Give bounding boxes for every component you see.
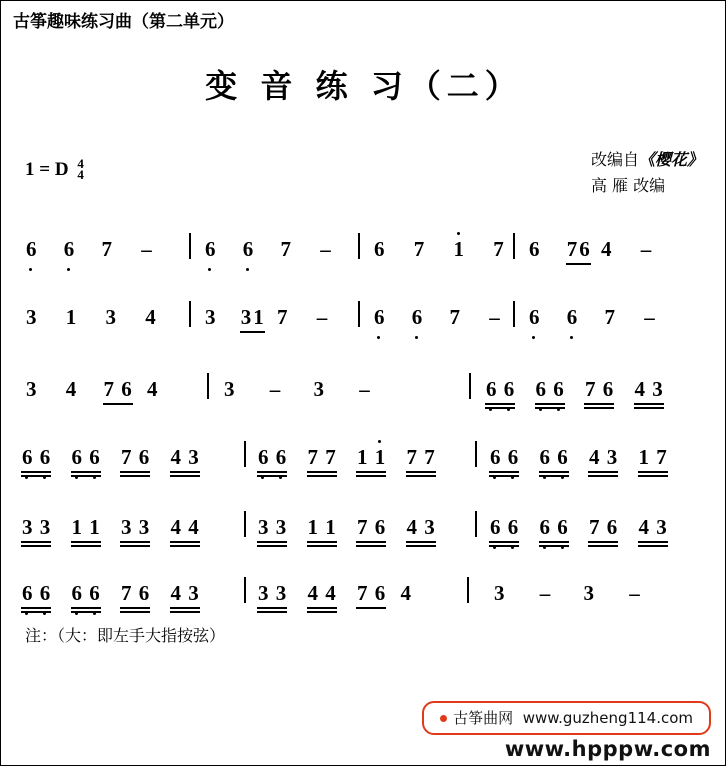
note: 4	[601, 237, 612, 261]
note: 6	[411, 305, 423, 329]
barline	[207, 373, 209, 399]
measure-4-3	[489, 445, 668, 470]
barline	[189, 233, 191, 259]
note: 7	[585, 377, 596, 401]
note: 4	[170, 445, 181, 469]
music-system-5	[1, 501, 726, 575]
measure-5-1	[21, 515, 200, 540]
credits	[591, 147, 703, 199]
note: 4	[145, 305, 156, 329]
credit-source-song: 《樱花》	[638, 150, 703, 169]
credit-arranged-from: 改编自	[590, 150, 639, 169]
note: 3	[606, 445, 618, 469]
credit-line-1	[591, 147, 703, 173]
note: 1	[374, 445, 386, 469]
beamed-group	[588, 445, 618, 470]
note: 7	[566, 237, 578, 261]
note: 7	[121, 581, 132, 605]
measure-2-1	[25, 305, 157, 330]
note-dash: –	[629, 581, 640, 605]
note: 3	[583, 581, 594, 605]
beamed-group	[634, 377, 664, 402]
note: 3	[205, 305, 216, 329]
beamed-group	[584, 377, 614, 402]
beamed-group	[257, 581, 287, 606]
note: 6	[89, 581, 100, 605]
beamed-group	[307, 445, 337, 470]
note: 6	[258, 445, 269, 469]
note: 1	[638, 445, 649, 469]
note: 4	[170, 581, 181, 605]
note: 6	[71, 445, 82, 469]
barline	[244, 577, 246, 603]
note: 4	[147, 377, 158, 401]
beamed-group	[638, 445, 668, 470]
note: 3	[26, 377, 37, 401]
note: 6	[557, 515, 568, 539]
note: 7	[656, 445, 667, 469]
barline	[469, 373, 471, 399]
note: 3	[188, 581, 199, 605]
note: 6	[579, 237, 590, 261]
note-dash: –	[316, 305, 328, 329]
beamed-group	[21, 515, 51, 540]
site-watermark-badge	[422, 701, 711, 735]
beamed-group	[307, 515, 337, 540]
note: 7	[357, 581, 368, 605]
barline	[358, 233, 360, 259]
note: 6	[490, 515, 501, 539]
bottom-watermark: www.hpppw.com	[504, 737, 711, 761]
note: 6	[71, 581, 82, 605]
barline	[358, 301, 360, 327]
measure-1-2	[204, 237, 332, 262]
beamed-group	[307, 581, 337, 606]
note: 6	[529, 305, 540, 329]
barline	[244, 441, 246, 467]
note: 6	[507, 515, 519, 539]
note: 7	[280, 237, 291, 261]
note: 6	[507, 445, 519, 469]
bullet-icon	[440, 715, 447, 722]
note: 3	[240, 305, 252, 329]
beamed-group	[588, 515, 618, 540]
note: 6	[138, 445, 150, 469]
beamed-group	[356, 581, 386, 606]
note: 1	[307, 515, 318, 539]
note: 6	[606, 515, 618, 539]
music-system-2	[1, 291, 726, 365]
note: 6	[39, 581, 51, 605]
measure-4-2	[257, 445, 436, 470]
note: 3	[138, 515, 150, 539]
note: 4	[170, 515, 181, 539]
beamed-group	[485, 377, 515, 402]
note: 4	[400, 581, 411, 605]
note: 7	[357, 515, 368, 539]
note: 6	[553, 377, 564, 401]
note-dash: –	[359, 377, 370, 401]
note: 6	[22, 581, 33, 605]
note: 6	[566, 305, 578, 329]
note: 3	[188, 445, 199, 469]
note: 7	[121, 445, 132, 469]
note: 1	[325, 515, 336, 539]
note: 3	[652, 377, 663, 401]
measure-5-2	[257, 515, 436, 540]
measure-3-2	[223, 377, 371, 402]
note: 7	[103, 377, 114, 401]
note: 6	[89, 445, 100, 469]
note-dash: –	[141, 237, 152, 261]
barline	[189, 301, 191, 327]
measure-2-2	[204, 305, 328, 330]
note: 3	[313, 377, 324, 401]
measure-1-3	[373, 237, 505, 262]
note: 7	[413, 237, 425, 261]
note: 1	[71, 515, 82, 539]
note: 3	[22, 515, 33, 539]
note: 6	[138, 581, 150, 605]
note: 6	[374, 581, 386, 605]
beamed-group	[489, 445, 519, 470]
note: 7	[325, 445, 336, 469]
note: 3	[258, 581, 269, 605]
measure-1-1	[25, 237, 153, 262]
music-system-3	[1, 363, 726, 437]
beamed-group	[539, 445, 569, 470]
note: 4	[325, 581, 336, 605]
meter-denominator: 4	[77, 166, 84, 182]
note: 1	[89, 515, 100, 539]
note-dash: –	[320, 237, 331, 261]
note: 6	[490, 445, 501, 469]
barline	[475, 441, 477, 467]
note-dash: –	[539, 581, 551, 605]
measure-6-1	[21, 581, 200, 606]
beamed-group	[120, 445, 150, 470]
credit-line-2: 高 雁 改编	[590, 176, 666, 195]
key-label: 1 = D	[25, 159, 69, 180]
note: 6	[63, 237, 75, 261]
note: 6	[539, 445, 550, 469]
key-signature	[25, 155, 84, 182]
beamed-group	[406, 445, 436, 470]
series-title: 古筝趣味练习曲（第二单元）	[13, 12, 234, 32]
beamed-group	[120, 581, 150, 606]
note-dash: –	[269, 377, 281, 401]
note: 7	[493, 237, 504, 261]
measure-6-3	[493, 581, 641, 606]
beamed-group	[170, 515, 200, 540]
note: 6	[22, 445, 33, 469]
note: 7	[277, 305, 288, 329]
time-signature	[77, 155, 84, 182]
beamed-group	[21, 445, 51, 470]
note: 7	[449, 305, 460, 329]
beamed-group	[406, 515, 436, 540]
barline	[513, 233, 515, 259]
note: 7	[589, 515, 600, 539]
measure-6-2	[257, 581, 412, 606]
note: 4	[634, 377, 645, 401]
beamed-group	[71, 581, 101, 606]
beamed-group	[539, 515, 569, 540]
note: 6	[535, 377, 546, 401]
beamed-group	[257, 445, 287, 470]
note: 6	[374, 237, 385, 261]
beamed-group	[103, 377, 133, 402]
note: 3	[494, 581, 505, 605]
measure-4-1	[21, 445, 200, 470]
note: 3	[656, 515, 667, 539]
note: 6	[39, 445, 51, 469]
note: 6	[275, 445, 287, 469]
site-name: 古筝曲网	[453, 709, 514, 727]
note: 6	[539, 515, 550, 539]
note: 6	[503, 377, 515, 401]
note: 6	[557, 445, 568, 469]
note: 7	[604, 305, 615, 329]
note: 3	[258, 515, 269, 539]
note: 7	[307, 445, 318, 469]
beamed-group	[170, 581, 200, 606]
note: 6	[242, 237, 254, 261]
barline	[244, 511, 246, 537]
beamed-group	[356, 515, 386, 540]
note: 3	[26, 305, 37, 329]
barline	[467, 577, 469, 603]
note: 6	[205, 237, 216, 261]
note: 1	[357, 445, 368, 469]
note: 4	[589, 445, 600, 469]
note: 3	[424, 515, 435, 539]
note: 4	[188, 515, 199, 539]
footnote: 注：（大：即左手大指按弦）	[25, 626, 226, 645]
note: 3	[39, 515, 51, 539]
measure-1-4	[528, 237, 652, 262]
beamed-group	[71, 515, 101, 540]
barline	[513, 301, 515, 327]
note: 6	[529, 237, 540, 261]
note: 6	[374, 515, 386, 539]
note: 7	[424, 445, 435, 469]
note: 7	[101, 237, 112, 261]
beamed-group	[638, 515, 668, 540]
beamed-group	[356, 445, 386, 470]
beamed-group	[535, 377, 565, 402]
beamed-group	[71, 445, 101, 470]
note-dash: –	[644, 305, 655, 329]
note: 6	[26, 237, 37, 261]
note: 3	[224, 377, 235, 401]
note: 6	[486, 377, 497, 401]
beamed-group	[120, 515, 150, 540]
measure-2-4	[528, 305, 656, 330]
note: 3	[275, 515, 287, 539]
note: 4	[65, 377, 77, 401]
note-dash: –	[640, 237, 652, 261]
beamed-group	[489, 515, 519, 540]
measure-2-3	[373, 305, 501, 330]
measure-3-3	[485, 377, 664, 402]
beamed-group	[240, 305, 265, 330]
music-system-4	[1, 431, 726, 505]
note-dash: –	[489, 305, 500, 329]
measure-3-1	[25, 377, 159, 402]
note: 6	[121, 377, 132, 401]
note: 6	[602, 377, 614, 401]
measure-5-3	[489, 515, 668, 540]
music-system-1	[1, 223, 726, 297]
beamed-group	[21, 581, 51, 606]
site-url: www.guzheng114.com	[522, 709, 693, 727]
page-title: 变 音 练 习（二）	[205, 67, 523, 105]
beamed-group	[257, 515, 287, 540]
beamed-group	[566, 237, 591, 262]
note: 4	[307, 581, 318, 605]
meter-numerator: 4	[77, 155, 84, 171]
note: 3	[275, 581, 287, 605]
note: 4	[638, 515, 649, 539]
note: 6	[374, 305, 385, 329]
note: 1	[65, 305, 77, 329]
note: 3	[121, 515, 132, 539]
note: 1	[453, 237, 464, 261]
note: 4	[406, 515, 417, 539]
note: 7	[406, 445, 417, 469]
beamed-group	[170, 445, 200, 470]
barline	[475, 511, 477, 537]
note: 1	[253, 305, 264, 329]
note: 3	[105, 305, 116, 329]
